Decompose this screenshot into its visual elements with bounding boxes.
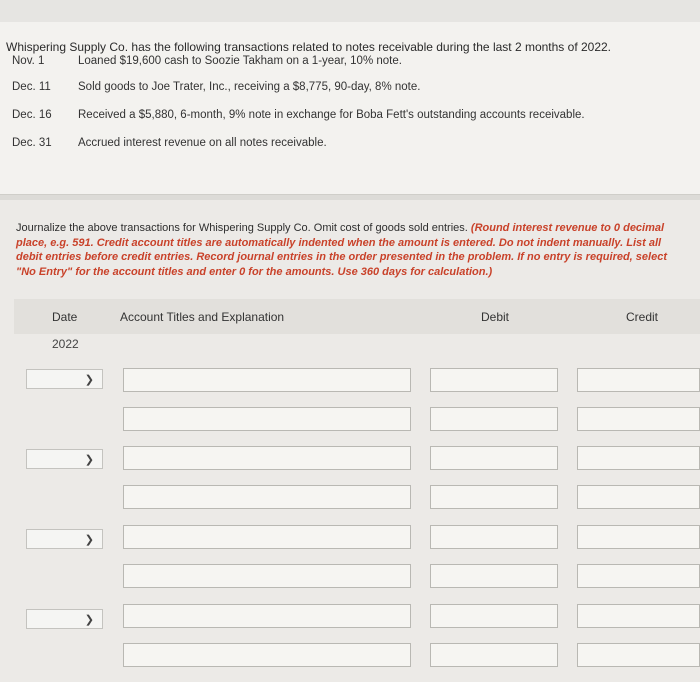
credit-input[interactable] xyxy=(577,407,700,431)
chevron-down-icon: ❯ xyxy=(84,374,94,386)
credit-input[interactable] xyxy=(577,525,700,549)
date-select[interactable] xyxy=(26,449,103,469)
debit-input[interactable] xyxy=(430,446,558,470)
column-header-account: Account Titles and Explanation xyxy=(120,310,285,324)
date-select[interactable] xyxy=(26,369,103,389)
instructions-text: Journalize the above transactions for Whispering Supply Co. Omit cost of goods sold entries. xyxy=(16,222,471,234)
account-title-input[interactable] xyxy=(123,604,411,628)
debit-input[interactable] xyxy=(430,525,558,549)
debit-input[interactable] xyxy=(430,564,558,588)
chevron-down-icon: ❯ xyxy=(84,614,94,626)
account-title-input[interactable] xyxy=(123,407,411,431)
credit-input[interactable] xyxy=(577,485,700,509)
account-title-input[interactable] xyxy=(123,368,411,392)
transaction-description: Loaned $19,600 cash to Soozie Takham on a 1-year, 10% note. xyxy=(78,55,402,67)
date-select[interactable] xyxy=(26,529,103,549)
credit-input[interactable] xyxy=(577,604,700,628)
date-select[interactable] xyxy=(26,609,103,629)
transaction-date: Dec. 31 xyxy=(12,137,52,149)
top-strip xyxy=(0,0,700,23)
transaction-date: Dec. 11 xyxy=(12,81,51,93)
account-title-input[interactable] xyxy=(123,643,411,667)
debit-input[interactable] xyxy=(430,604,558,628)
journal-year: 2022 xyxy=(52,337,79,351)
transaction-date: Nov. 1 xyxy=(12,55,45,67)
journal-table-header xyxy=(14,299,700,334)
chevron-down-icon: ❯ xyxy=(84,534,94,546)
problem-intro: Whispering Supply Co. has the following transactions related to notes receivable during the last 2 months of 2022. xyxy=(6,40,612,54)
credit-input[interactable] xyxy=(577,643,700,667)
instructions xyxy=(16,221,684,279)
transaction-date: Dec. 16 xyxy=(12,109,52,121)
account-title-input[interactable] xyxy=(123,485,411,509)
transaction-description: Sold goods to Joe Trater, Inc., receiving a $8,775, 90-day, 8% note. xyxy=(78,81,421,93)
account-title-input[interactable] xyxy=(123,564,411,588)
transaction-description: Received a $5,880, 6-month, 9% note in exchange for Boba Fett's outstanding accounts receivable. xyxy=(78,109,585,121)
column-header-date: Date xyxy=(52,310,78,324)
transaction-description: Accrued interest revenue on all notes receivable. xyxy=(78,137,327,149)
credit-input[interactable] xyxy=(577,368,700,392)
debit-input[interactable] xyxy=(430,407,558,431)
debit-input[interactable] xyxy=(430,643,558,667)
debit-input[interactable] xyxy=(430,485,558,509)
debit-input[interactable] xyxy=(430,368,558,392)
journal-section xyxy=(0,200,700,682)
instructions-emphasis: (Round interest revenue to 0 decimal place, e.g. 591. Credit account titles are automatically indented when the amount is entered. Do not indent manually. List all debit entries before credit entries. Record journal entries in the order presented in the problem. If no entry is required, select "No Entry" for the account titles and enter 0 for the amounts. Use 360 days for calculation.) xyxy=(16,222,667,278)
column-header-debit: Debit xyxy=(481,310,510,324)
chevron-down-icon: ❯ xyxy=(84,454,94,466)
account-title-input[interactable] xyxy=(123,446,411,470)
credit-input[interactable] xyxy=(577,564,700,588)
account-title-input[interactable] xyxy=(123,525,411,549)
credit-input[interactable] xyxy=(577,446,700,470)
column-header-credit: Credit xyxy=(626,310,659,324)
problem-statement xyxy=(0,22,700,194)
